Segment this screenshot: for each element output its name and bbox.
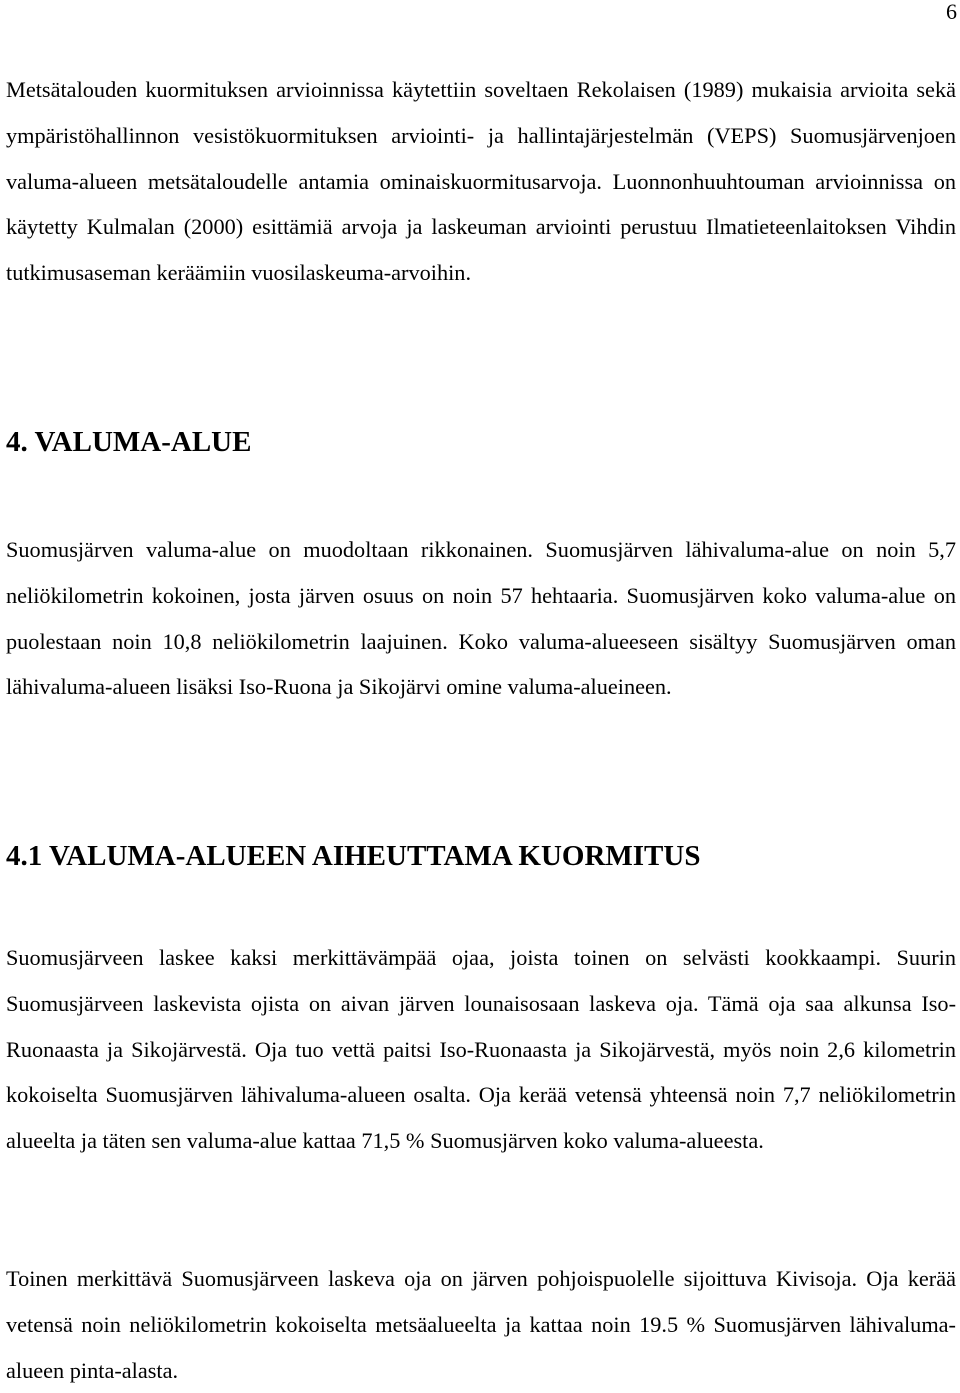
section-heading-catchment-loading: 4.1 VALUMA-ALUEEN AIHEUTTAMA KUORMITUS bbox=[6, 840, 701, 872]
paragraph-main-ditch: Suomusjärveen laskee kaksi merkittävämpää ojaa, joista toinen on selvästi kookkaampi. Suurin Suomusjärveen laskevista ojista on aivan järven lounaisosaan laskeva oja. Tämä oja saa alkunsa Iso-Ruonaasta ja Sikojärvestä. Oja tuo vettä paitsi Iso-Ruonaasta ja Sikojärvestä, myös noin 2,6 kilometrin kokoiselta Suomusjärven lähivaluma-alueen osalta. Oja kerää vetensä yhteensä noin 7,7 neliökilometrin alueelta ja täten sen valuma-alue kattaa 71,5 % Suomusjärven koko valuma-alueesta. bbox=[6, 945, 956, 1154]
section-heading-valuma-alue: 4. VALUMA-ALUE bbox=[6, 426, 252, 458]
page-number: 6 bbox=[946, 0, 957, 24]
paragraph-forestry-loading: Metsätalouden kuormituksen arvioinnissa käytettiin soveltaen Rekolaisen (1989) mukaisia arvioita sekä ympäristöhallinnon vesistökuormituksen arviointi- ja hallintajärjestelmän (VEPS) Suomusjärvenjoen valuma-alueen metsätaloudelle antamia ominaiskuormitusarvoja. Luonnonhuuhtouman arvioinnissa on käytetty Kulmalan (2000) esittämiä arvoja ja laskeuman arviointi perustuu Ilmatieteenlaitoksen Vihdin tutkimusaseman keräämiin vuosilaskeuma-arvoihin. bbox=[6, 77, 956, 286]
paragraph-catchment-area: Suomusjärven valuma-alue on muodoltaan rikkonainen. Suomusjärven lähivaluma-alue on noin 5,7 neliökilometrin kokoinen, josta järven osuus on noin 57 hehtaaria. Suomusjärven koko valuma-alue on puolestaan noin 10,8 neliökilometrin laajuinen. Koko valuma-alueeseen sisältyy Suomusjärven oman lähivaluma-alueen lisäksi Iso-Ruona ja Sikojärvi omine valuma-alueineen. bbox=[6, 537, 956, 700]
paragraph-second-ditch: Toinen merkittävä Suomusjärveen laskeva oja on järven pohjoispuolelle sijoittuva Kivisoja. Oja kerää vetensä noin neliökilometrin kokoiselta metsäalueelta ja kattaa noin 19.5 % Suomusjärven lähivaluma-alueen pinta-alasta. bbox=[6, 1266, 956, 1383]
